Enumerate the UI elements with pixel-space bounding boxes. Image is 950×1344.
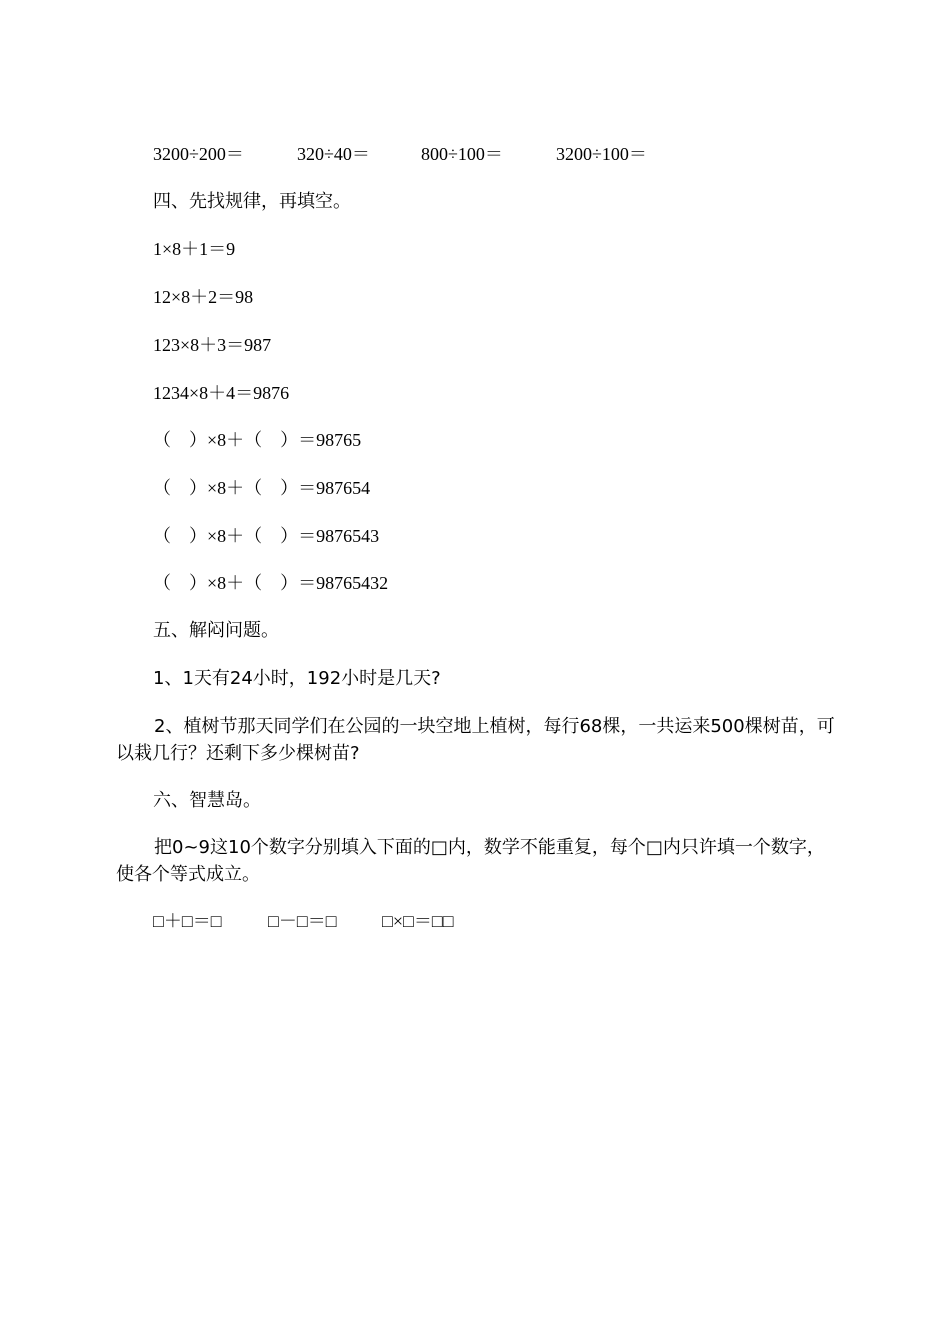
section-6-instruction: 把0~9这10个数字分别填入下面的□内，数学不能重复，每个□内只许填一个数字，使各个等式成立。 (116, 837, 825, 885)
pattern-line-4: 1234×8＋4＝9876 (153, 383, 290, 403)
division-expr-2: 320÷40＝ (297, 144, 370, 164)
division-expr-3: 800÷100＝ (421, 144, 503, 164)
pattern-blank-line-2: （ ）×8＋（ ）＝987654 (153, 478, 371, 498)
section-5-heading: 五、解闷问题。 (153, 620, 279, 641)
pattern-line-2: 12×8＋2＝98 (153, 287, 254, 307)
section-4-heading: 四、先找规律，再填空。 (153, 191, 351, 212)
pattern-line-1: 1×8＋1＝9 (153, 239, 236, 259)
question-2: 2、植树节那天同学们在公园的一块空地上植树，每行68棵，一共运来500棵树苗，可以栽几行？还剩下多少棵树苗? (116, 716, 835, 764)
question-1: 1、1天有24小时，192小时是几天? (153, 668, 441, 689)
pattern-blank-line-1: （ ）×8＋（ ）＝98765 (153, 430, 362, 450)
pattern-line-3: 123×8＋3＝987 (153, 335, 272, 355)
pattern-blank-line-4: （ ）×8＋（ ）＝98765432 (153, 573, 389, 593)
division-expr-4: 3200÷100＝ (556, 144, 647, 164)
division-expr-1: 3200÷200＝ (153, 144, 244, 164)
equation-subtraction: □－□＝□ (268, 911, 337, 931)
equation-multiplication: □×□＝□□ (382, 911, 454, 931)
equation-addition: □＋□＝□ (153, 911, 222, 931)
pattern-blank-line-3: （ ）×8＋（ ）＝9876543 (153, 526, 380, 546)
section-6-heading: 六、智慧岛。 (153, 790, 261, 811)
